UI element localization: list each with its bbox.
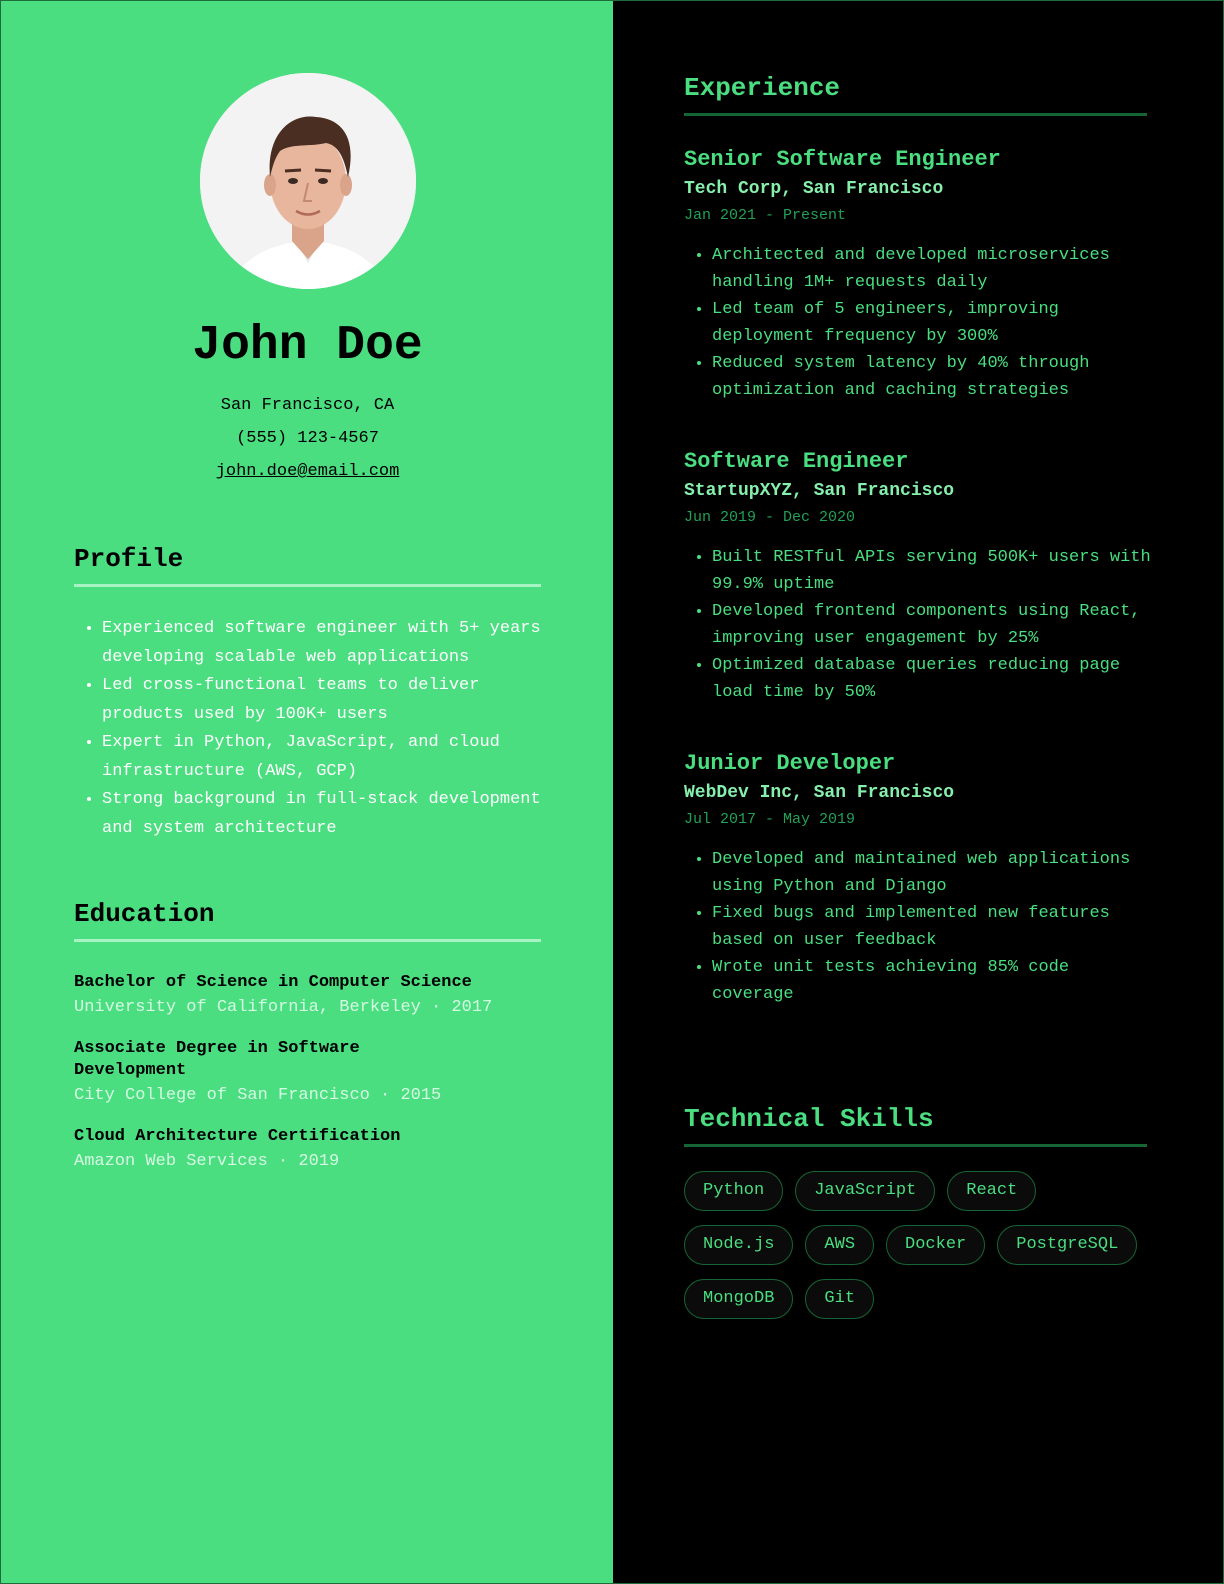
job-company: StartupXYZ, San Francisco [684,481,955,501]
degree-school: City College of San Francisco · 2015 [74,1086,442,1105]
location-text: San Francisco, CA [220,396,395,415]
education-divider [74,939,541,942]
job-bullet: • Led team of 5 engineers, improving deployment frequency by 300% [712,296,1154,350]
degree-title: Cloud Architecture Certification [74,1127,401,1146]
job-dates: Jul 2017 - May 2019 [684,811,856,828]
degree-title: Bachelor of Science in Computer Science [74,973,472,992]
job-bullet: • Developed frontend components using React, improving user engagement by 25% [712,598,1154,652]
job-bullet: • Fixed bugs and implemented new features based on user feedback [712,900,1154,954]
skills-section [684,1104,1154,1333]
degree-title: Associate Degree in Software Development [74,1039,360,1080]
profile-item: • Expert in Python, JavaScript, and cloud infrastructure (AWS, GCP) [102,729,541,786]
person-avatar-icon [200,73,416,289]
skill-chip: PostgreSQL [997,1225,1137,1265]
job-bullet: • Developed and maintained web applications using Python and Django [712,846,1154,900]
experience-divider [684,113,1147,116]
profile-item: • Experienced software engineer with 5+ years developing scalable web applications [102,615,541,672]
job-bullets [684,242,1154,404]
job-title: Software Engineer [684,449,909,474]
skill-chip: Node.js [684,1225,793,1265]
profile-divider [74,584,541,587]
skill-chip: Docker [886,1225,985,1265]
job-title: Junior Developer [684,751,896,776]
education-section [74,899,541,1176]
job-entry [684,750,1154,1008]
education-item [74,972,541,1022]
job-bullet: • Optimized database queries reducing page load time by 50% [712,652,1154,706]
skill-chip: React [947,1171,1036,1211]
job-entry [684,448,1154,706]
right-column [613,1,1224,1583]
profile-heading: Profile [74,544,184,574]
profile-list [74,615,541,843]
education-item [74,1126,541,1176]
email-link[interactable]: john.doe@email.com [215,462,400,481]
job-company: WebDev Inc, San Francisco [684,783,955,803]
phone-text: (555) 123-4567 [236,429,379,448]
job-bullet: • Wrote unit tests achieving 85% code coverage [712,954,1154,1008]
experience-heading: Experience [684,73,841,103]
job-bullets [684,544,1154,706]
education-heading: Education [74,899,215,929]
skill-chip: AWS [805,1225,874,1265]
skill-chip: JavaScript [795,1171,935,1211]
job-dates: Jun 2019 - Dec 2020 [684,509,856,526]
degree-school: University of California, Berkeley · 2017 [74,998,493,1017]
profile-item: • Led cross-functional teams to deliver products used by 100K+ users [102,672,541,729]
job-company: Tech Corp, San Francisco [684,179,944,199]
job-bullets [684,846,1154,1008]
skill-chip: Python [684,1171,783,1211]
degree-school: Amazon Web Services · 2019 [74,1152,340,1171]
job-entry [684,146,1154,404]
skill-chip: MongoDB [684,1279,793,1319]
skill-chip-list [684,1171,1154,1333]
profile-photo [200,73,416,289]
experience-section [684,73,1154,1008]
education-item [74,1038,541,1110]
left-column [1,1,613,1583]
job-title: Senior Software Engineer [684,147,1001,172]
skills-heading: Technical Skills [684,1104,934,1134]
profile-section [74,544,541,843]
person-name: John Doe [192,319,423,373]
skills-divider [684,1144,1147,1147]
profile-item: • Strong background in full-stack development and system architecture [102,786,541,843]
job-dates: Jan 2021 - Present [684,207,847,224]
job-bullet: • Reduced system latency by 40% through optimization and caching strategies [712,350,1154,404]
contact-info [74,389,541,488]
job-bullet: • Architected and developed microservices handling 1M+ requests daily [712,242,1154,296]
job-bullet: • Built RESTful APIs serving 500K+ users with 99.9% uptime [712,544,1154,598]
skill-chip: Git [805,1279,874,1319]
